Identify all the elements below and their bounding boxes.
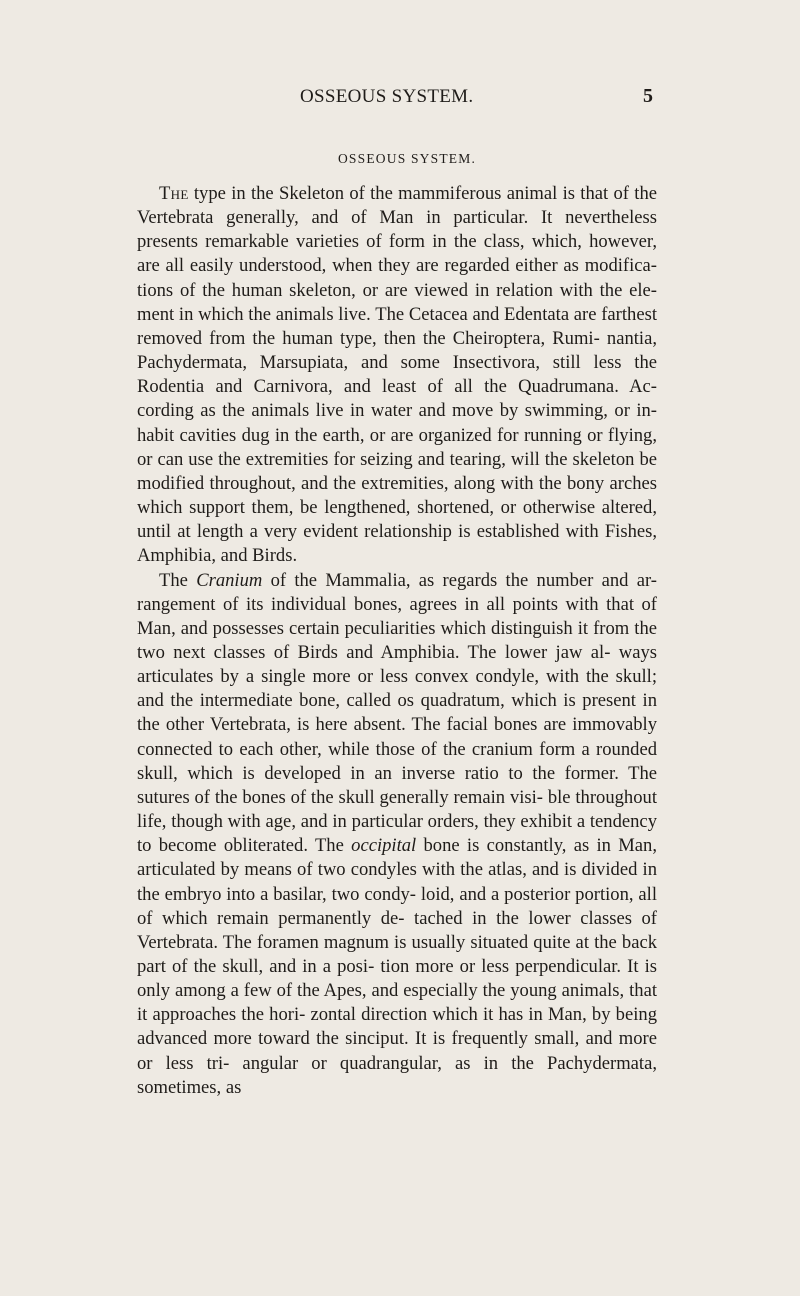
- paragraph-1: [137, 182, 657, 569]
- page-number: 5: [643, 85, 653, 107]
- running-head: [0, 86, 800, 116]
- paragraph-text: type in the Skeleton of the mammiferous animal is that of the Vertebrata generally, and of Man in particular. It nevertheless presents remarkable varieties of form in the class, which, however, are all easily understood, when they are regarded either as modifica- tions of the human skeleton, or are viewed in relation with the ele- ment in which the animals live. The Cetacea and Edentata are farthest removed from the human type, then the Cheiroptera, Rumi- nantia, Pachydermata, Marsupiata, and some Insectivora, still less the Rodentia and Carnivora, and least of all the Quadrumana. Ac- cording as the animals live in water and move by swimming, or in- habit cavities dug in the earth, or are organized for running or flying, or can use the extremities for seizing and tearing, will the skeleton be modified throughout, and the extremities, along with the bony arches which support them, be lengthened, shortened, or otherwise altered, until at length a very evident relationship is established with Fishes, Amphibia, and Birds.: [137, 183, 657, 567]
- paragraph-lead-word: The: [159, 183, 189, 204]
- paragraph-2: [137, 569, 657, 1100]
- section-heading: OSSEOUS SYSTEM.: [337, 151, 477, 166]
- paragraph-text-end: bone is constantly, as in Man, articulated by means of two condyles with the atlas, and is divided in the embryo into a basilar, two condy- loid, and a posterior portion, all of which remain permanently de- tached in the lower classes of Vertebrata. The foramen magnum is usually situated quite at the back part of the skull, and in a posi- tion more or less perpendicular. It is only among a few of the Apes, and especially the young animals, that it approaches the hori- zontal direction which it has in Man, by being advanced more toward the sinciput. It is frequently small, and more or less tri- angular or quadrangular, as in the Pachydermata, sometimes, as: [137, 835, 657, 1098]
- term-occipital: occipital: [351, 835, 417, 857]
- body-text: [137, 182, 657, 1100]
- paragraph-text-middle: of the Mammalia, as regards the number and ar- rangement of its individual bones, agrees in all points with that of Man, and possesses certain peculiarities which distinguish it from the two next classes of Birds and Amphibia. The lower jaw al- ways articulates by a single more or less convex condyle, with the skull; and the intermediate bone, called os quadratum, which is present in the other Vertebrata, is here absent. The facial bones are immovably connected to each other, while those of the cranium form a rounded skull, which is developed in an inverse ratio to the former. The sutures of the bones of the skull generally remain visi- ble throughout life, though with age, and in particular orders, they exhibit a tendency to become obliterated. The: [137, 569, 657, 857]
- paragraph-text-start: The: [159, 569, 197, 591]
- running-head-title: OSSEOUS SYSTEM.: [300, 86, 474, 107]
- term-cranium: Cranium: [196, 569, 263, 591]
